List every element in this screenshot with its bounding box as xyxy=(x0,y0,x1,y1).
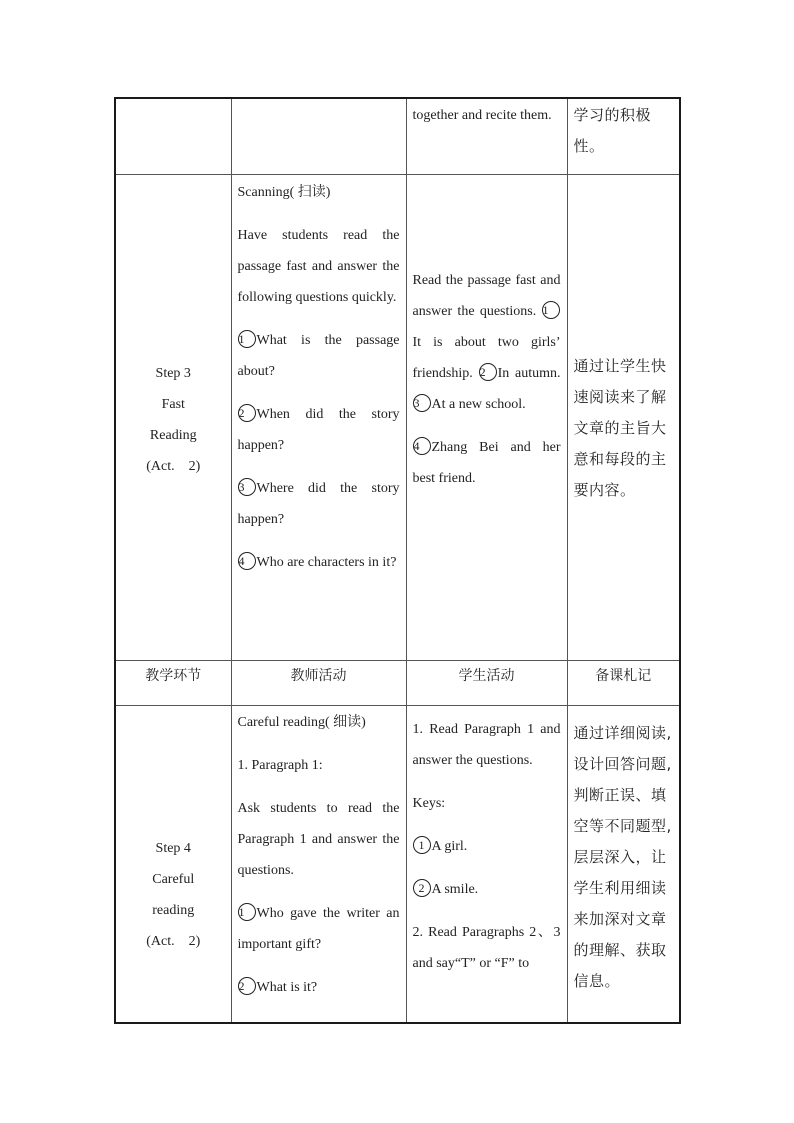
step3-student-answer: Read the passage fast and answer the questions. 1It is about two girls’ friendship. 2 In autumn. 3 At a new school. xyxy=(412,272,561,412)
step4-stage-cell xyxy=(115,705,231,1023)
step3-student-cell xyxy=(406,174,567,660)
circled-number-icon: 3 xyxy=(413,394,431,412)
circled-number-icon: 3 xyxy=(238,478,256,496)
step3-teacher-title: Scanning( 扫读) xyxy=(237,184,331,200)
step4-line-2: Careful xyxy=(152,871,195,887)
circled-number-icon: 4 xyxy=(413,437,431,455)
step3-teacher-intro: Have students read the passage fast and answer the following questions quickly. xyxy=(237,227,400,305)
step4-line-3: reading xyxy=(152,902,195,918)
circled-number-icon: 2 xyxy=(413,879,431,897)
header-student: 学生活动 xyxy=(406,660,567,705)
header-notes: 备课札记 xyxy=(567,660,680,705)
step4-notes: 通过详细阅读,设计回答问题,判断正误、填空等不同题型,层层深入，让学生利用细读来加深对文章的理解、获取信息。 xyxy=(573,723,672,990)
step3-line-1: Step 3 xyxy=(155,366,191,381)
circled-number-icon: 1 xyxy=(238,330,256,348)
step3-line-3: Reading xyxy=(149,428,197,443)
cell-teacher-continued xyxy=(231,98,406,174)
table-row xyxy=(115,705,680,1023)
table-row xyxy=(115,98,680,174)
step4-paragraph-label: 1. Paragraph 1: xyxy=(237,757,323,773)
circled-number-icon: 4 xyxy=(238,552,256,570)
circled-number-icon: 2 xyxy=(479,363,497,381)
step4-line-4: (Act. 2) xyxy=(146,933,201,949)
lesson-plan-table xyxy=(114,97,681,1024)
step3-notes-cell xyxy=(567,174,680,660)
step4-teacher-intro: Ask students to read the Paragraph 1 and answer the questions. xyxy=(237,800,400,878)
step4-key-1: 1 A girl. xyxy=(413,831,561,862)
circled-number-icon: 2 xyxy=(238,404,256,422)
step4-notes-cell xyxy=(567,705,680,1023)
step3-stage-cell xyxy=(115,174,231,660)
step4-student-cell xyxy=(406,705,567,1023)
table-header-row xyxy=(115,660,680,705)
header-teacher: 教师活动 xyxy=(231,660,406,705)
cell-notes-continued: 学习的积极性。 xyxy=(567,98,680,174)
step3-teacher-cell xyxy=(231,174,406,660)
step3-question-3: 3 Where did the story happen? xyxy=(237,479,400,527)
step4-student-item-2: 2. Read Paragraphs 2、3 and say“T” or “F” to xyxy=(412,924,561,971)
step4-teacher-title: Careful reading( 细读) xyxy=(237,714,366,730)
step3-notes: 通过让学生快速阅读来了解文章的主旨大意和每段的主要内容。 xyxy=(573,356,667,499)
step4-student-lead: 1. Read Paragraph 1 and answer the questions. xyxy=(412,721,561,768)
step4-question-1: 1 Who gave the writer an important gift? xyxy=(237,904,400,952)
step4-teacher-cell xyxy=(231,705,406,1023)
step3-question-2: 2 When did the story happen? xyxy=(237,405,400,453)
cell-stage-continued xyxy=(115,98,231,174)
circled-number-icon: 2 xyxy=(238,977,256,995)
step4-question-2: 2 What is it? xyxy=(238,978,318,995)
table-row xyxy=(115,174,680,660)
step4-key-2: 2 A smile. xyxy=(413,874,561,905)
circled-number-icon: 1 xyxy=(542,301,560,319)
step3-question-1: 1 What is the passage about? xyxy=(237,331,400,379)
cell-student-continued: together and recite them. xyxy=(406,98,567,174)
header-stage: 教学环节 xyxy=(115,660,231,705)
step3-line-4: (Act. 2) xyxy=(146,459,201,474)
step3-question-4: 4 Who are characters in it? xyxy=(238,553,397,570)
step4-line-1: Step 4 xyxy=(155,840,191,856)
circled-number-icon: 1 xyxy=(238,903,256,921)
step3-student-answer-4: 4 Zhang Bei and her best friend. xyxy=(412,438,561,486)
step4-keys-label: Keys: xyxy=(412,795,446,811)
step3-line-2: Fast xyxy=(161,397,185,412)
circled-number-icon: 1 xyxy=(413,836,431,854)
